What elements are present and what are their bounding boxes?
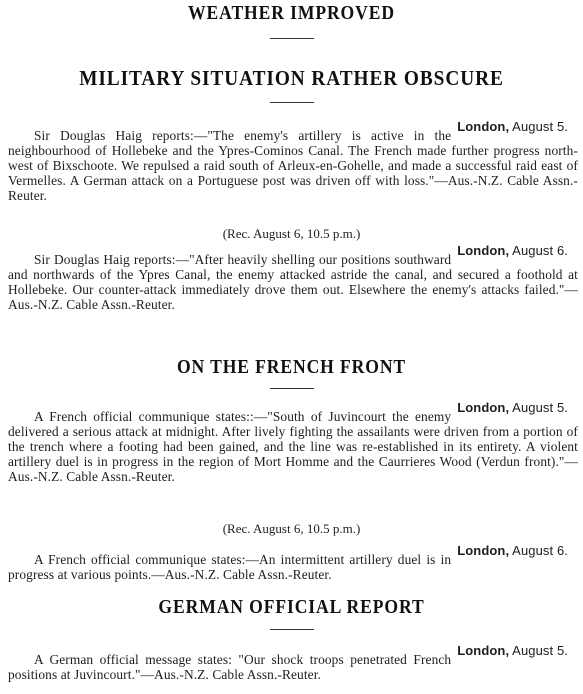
dateline: London, August 5. <box>457 643 568 658</box>
divider-rule <box>270 102 314 103</box>
article-text: A German official message states: "Our shock troops penetrated French positions at Juvincourt."—Aus.-N.Z. Cable Assn.-Reuter. <box>8 652 452 682</box>
article-german-aug5 <box>8 643 578 682</box>
received-note: (Rec. August 6, 10.5 p.m.) <box>222 226 361 241</box>
divider-rule <box>270 629 314 630</box>
article-french-aug6 <box>8 543 578 582</box>
divider-rule <box>270 38 314 39</box>
headline-military: MILITARY SITUATION RATHER OBSCURE <box>79 66 504 90</box>
dateline: London, August 5. <box>457 400 568 415</box>
article-haig-aug6 <box>8 243 578 312</box>
dateline: London, August 5. <box>457 119 568 134</box>
article-text: Sir Douglas Haig reports:—"The enemy's artillery is active in the neighbourhood of Hollebeke and the Ypres-Cominos Canal. The French made further progress north-west of Bixschoote. We repulsed a raid south of Arleux-en-Gohelle, and made a successful raid east of Vermelles. A German attack on a Portuguese post was driven off with loss."—Aus.-N.Z. Cable Assn.-Reuter. <box>8 128 578 203</box>
dateline: London, August 6. <box>457 543 568 558</box>
article-haig-aug5 <box>8 119 578 203</box>
article-text: Sir Douglas Haig reports:—"After heavily shelling our positions southward and northwards of the Ypres Canal, the enemy attacked astride the canal, and secured a foothold at Hollebeke. Our counter-attack immediately drove them out. Elsewhere the enemy's attacks failed."—Aus.-N.Z. Cable Assn.-Reuter. <box>8 252 578 312</box>
divider-rule <box>270 388 314 389</box>
headline-weather: WEATHER IMPROVED <box>188 2 395 24</box>
article-text: A French official communique states::—"South of Juvincourt the enemy delivered a serious attack at midnight. After lively fighting the assailants were driven from a portion of the trench where a footing had been gained, and the line was re-established in its entirety. A violent artillery duel is in progress in the region of Mort Homme and the Caurrieres Wood (Verdun front)."—Aus.-N.Z. Cable Assn.-Reuter. <box>8 409 578 484</box>
headline-french-front: ON THE FRENCH FRONT <box>176 356 407 378</box>
dateline: London, August 6. <box>457 243 568 258</box>
article-text: A French official communique states:—An intermittent artillery duel is in progress at various points.—Aus.-N.Z. Cable Assn.-Reuter. <box>8 552 452 582</box>
article-french-aug5 <box>8 400 578 484</box>
headline-german-report: GERMAN OFFICIAL REPORT <box>158 596 425 618</box>
received-note: (Rec. August 6, 10.5 p.m.) <box>222 521 361 536</box>
